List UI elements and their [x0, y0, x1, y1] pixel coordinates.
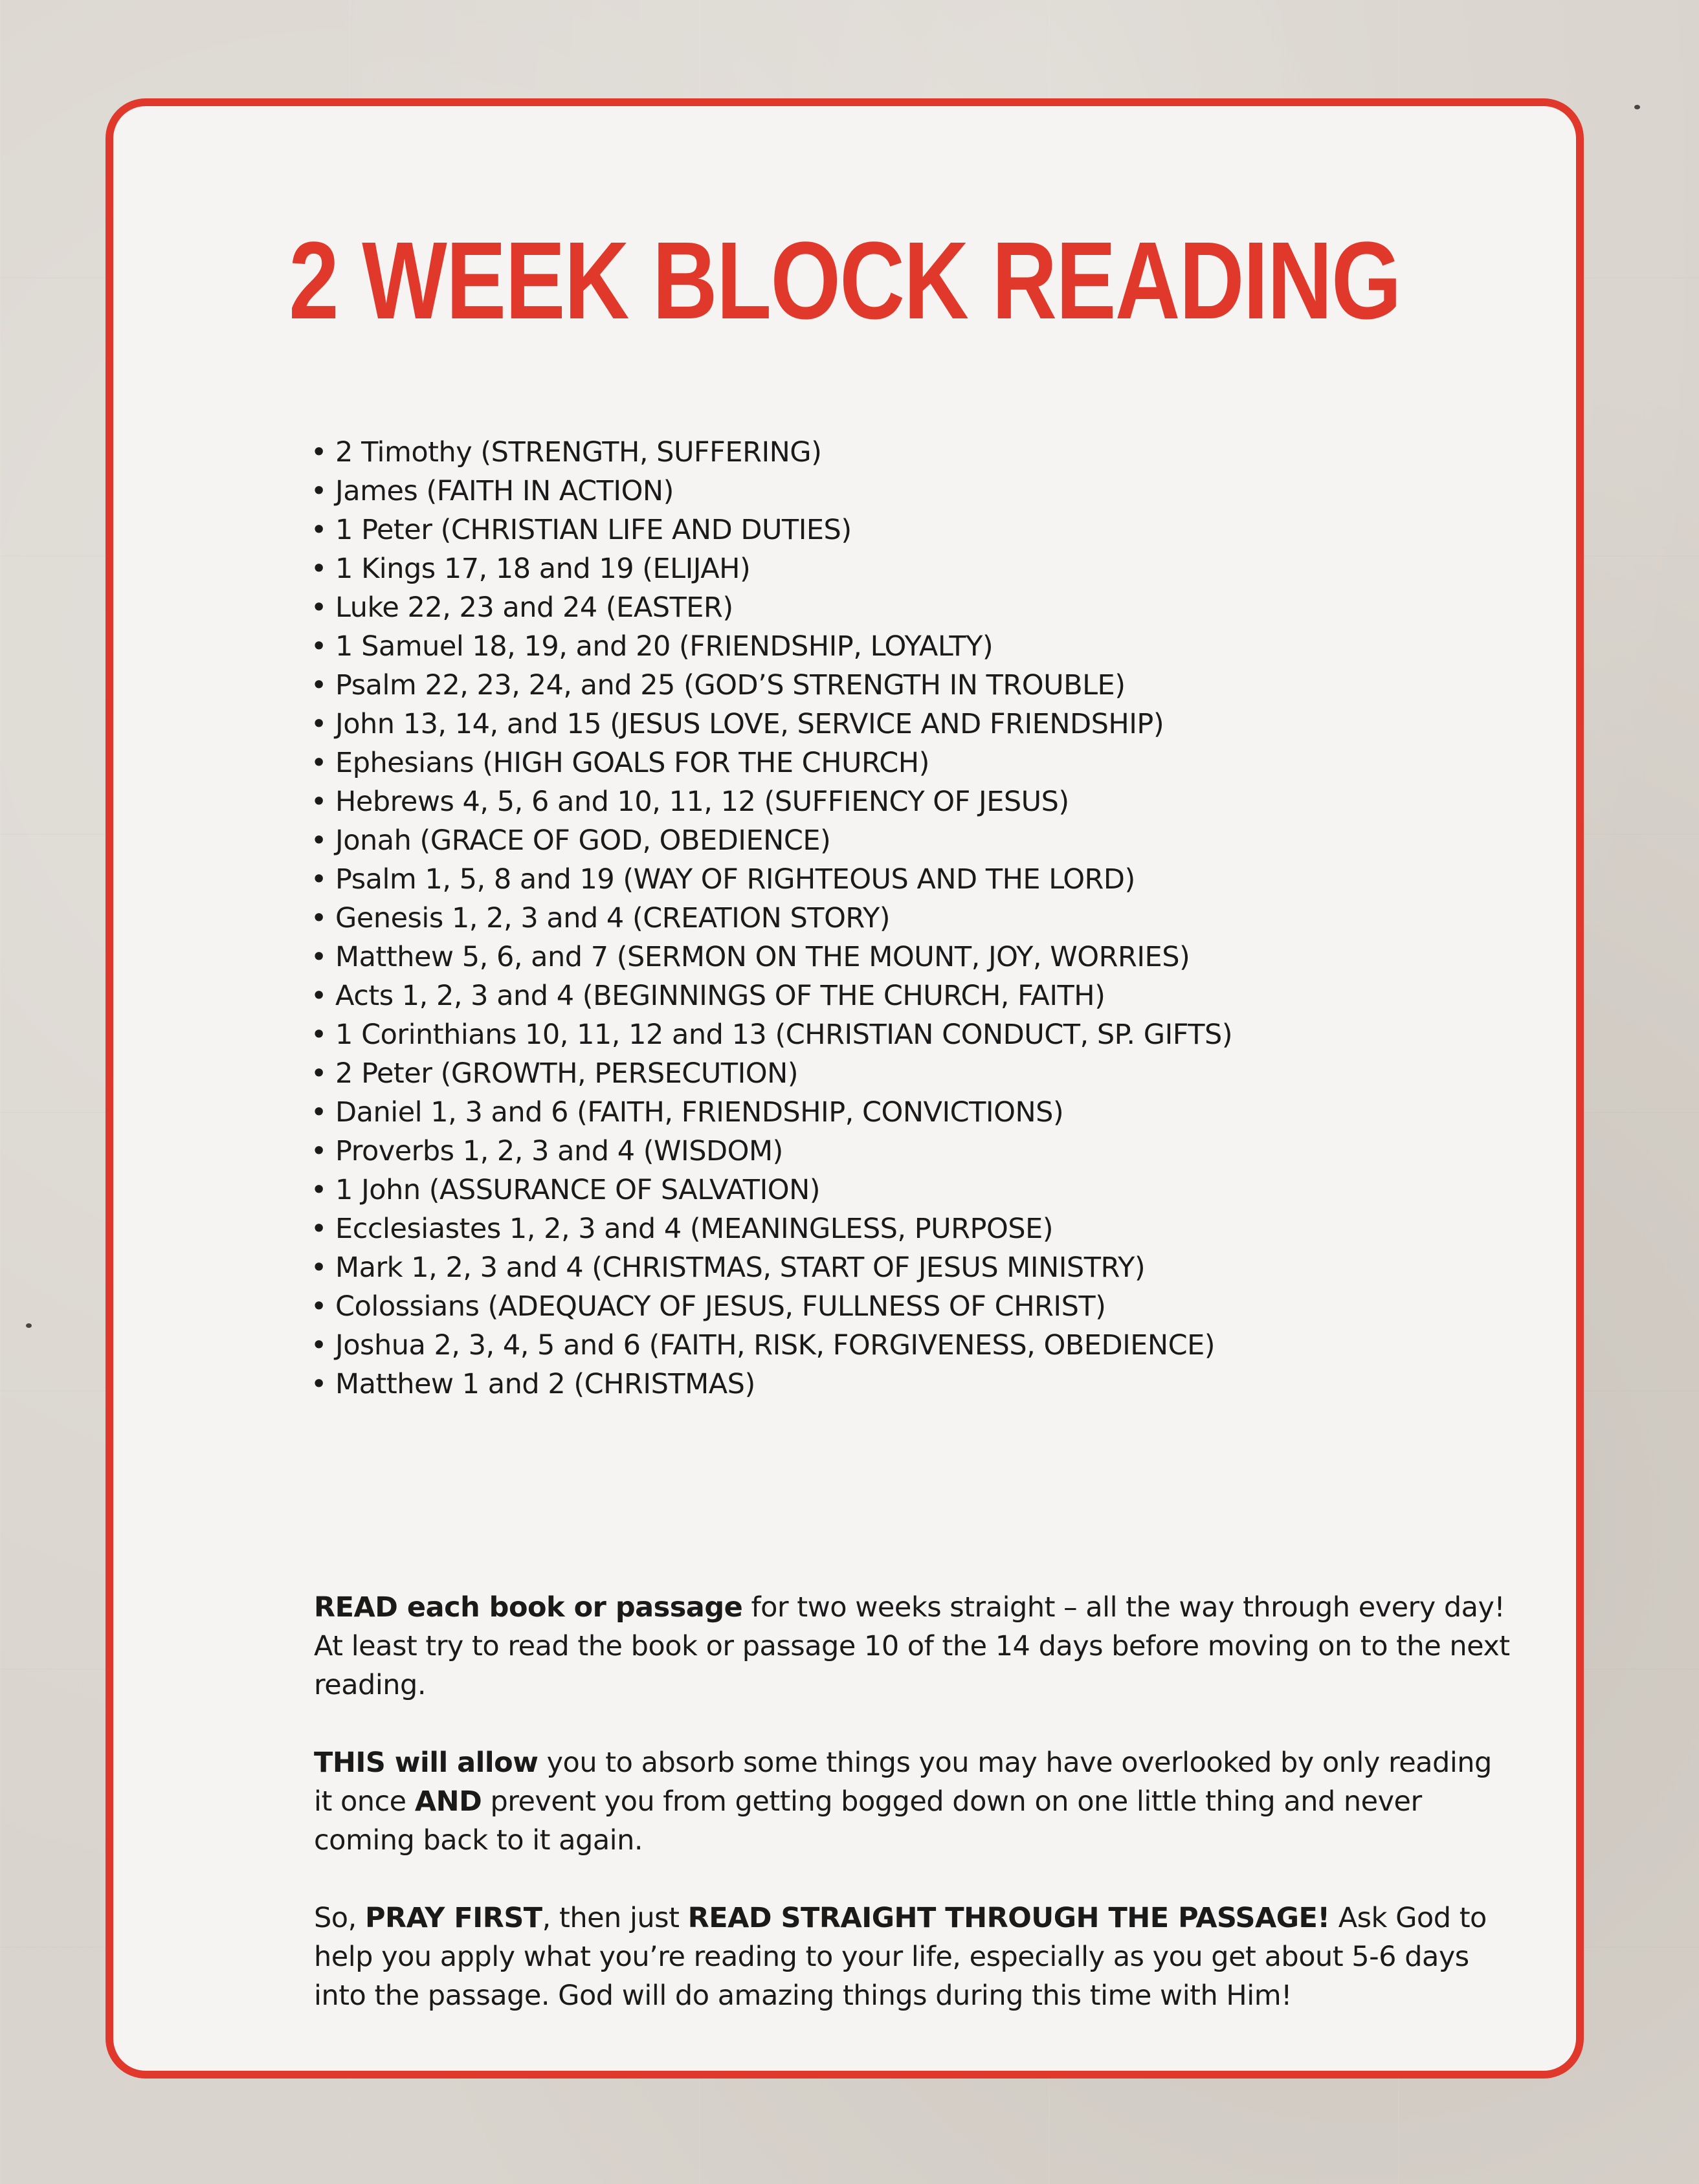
list-item: • Matthew 1 and 2 (CHRISTMAS): [311, 1365, 1232, 1404]
list-item: • Hebrews 4, 5, 6 and 10, 11, 12 (SUFFIENCY OF JESUS): [311, 782, 1232, 821]
list-item: • Jonah (GRACE OF GOD, OBEDIENCE): [311, 821, 1232, 860]
list-item: • 1 Kings 17, 18 and 19 (ELIJAH): [311, 549, 1232, 588]
this-bold-lead: THIS will allow: [314, 1747, 539, 1779]
reading-plan-card: [105, 98, 1584, 2079]
this-text-2: prevent you from getting bogged down on one little thing and never coming back to it again.: [314, 1785, 1422, 1857]
this-paragraph: [314, 1743, 1518, 1860]
pray-text-then: , then just: [542, 1902, 688, 1934]
list-item: • 1 Samuel 18, 19, and 20 (FRIENDSHIP, LOYALTY): [311, 627, 1232, 666]
list-item: • Matthew 5, 6, and 7 (SERMON ON THE MOUNT, JOY, WORRIES): [311, 938, 1232, 976]
this-text-1: you to absorb some things you may have overlooked by only reading it once: [314, 1747, 1492, 1818]
list-item: • 2 Timothy (STRENGTH, SUFFERING): [311, 433, 1232, 472]
list-item: • 1 John (ASSURANCE OF SALVATION): [311, 1171, 1232, 1209]
read-bold-lead: READ each book or passage: [314, 1591, 743, 1624]
pray-bold-read: READ STRAIGHT THROUGH THE PASSAGE!: [687, 1902, 1330, 1934]
pray-text-so: So,: [314, 1902, 365, 1934]
paper-speck: [1634, 105, 1640, 109]
read-text: for two weeks straight – all the way through every day! At least try to read the book or passage 10 of the 14 days before moving on to the next reading.: [314, 1591, 1510, 1701]
list-item: • Luke 22, 23 and 24 (EASTER): [311, 588, 1232, 627]
this-bold-and: AND: [414, 1785, 482, 1818]
list-item: • 1 Corinthians 10, 11, 12 and 13 (CHRISTIAN CONDUCT, SP. GIFTS): [311, 1015, 1232, 1054]
paper-speck: [26, 1323, 32, 1328]
list-item: • 1 Peter (CHRISTIAN LIFE AND DUTIES): [311, 511, 1232, 549]
list-item: • Mark 1, 2, 3 and 4 (CHRISTMAS, START OF JESUS MINISTRY): [311, 1248, 1232, 1287]
pray-text-end: Ask God to help you apply what you’re reading to your life, especially as you get about 5-6 days into the passage. God will do amazing things during this time with Him!: [314, 1902, 1487, 2012]
list-item: • John 13, 14, and 15 (JESUS LOVE, SERVICE AND FRIENDSHIP): [311, 705, 1232, 744]
list-item: • Joshua 2, 3, 4, 5 and 6 (FAITH, RISK, FORGIVENESS, OBEDIENCE): [311, 1326, 1232, 1365]
list-item: • James (FAITH IN ACTION): [311, 472, 1232, 511]
list-item: • 2 Peter (GROWTH, PERSECUTION): [311, 1054, 1232, 1093]
list-item: • Ephesians (HIGH GOALS FOR THE CHURCH): [311, 744, 1232, 782]
page-title: 2 WEEK BLOCK READING: [289, 219, 1401, 342]
list-item: • Psalm 1, 5, 8 and 19 (WAY OF RIGHTEOUS AND THE LORD): [311, 860, 1232, 899]
pray-paragraph: [314, 1899, 1518, 2015]
list-item: • Daniel 1, 3 and 6 (FAITH, FRIENDSHIP, CONVICTIONS): [311, 1093, 1232, 1132]
list-item: • Acts 1, 2, 3 and 4 (BEGINNINGS OF THE CHURCH, FAITH): [311, 976, 1232, 1015]
list-item: • Psalm 22, 23, 24, and 25 (GOD’S STRENGTH IN TROUBLE): [311, 666, 1232, 705]
list-item: • Colossians (ADEQUACY OF JESUS, FULLNESS OF CHRIST): [311, 1287, 1232, 1326]
read-paragraph: [314, 1588, 1518, 1704]
instructions: [314, 1588, 1518, 2054]
list-item: • Genesis 1, 2, 3 and 4 (CREATION STORY): [311, 899, 1232, 938]
pray-bold-first: PRAY FIRST: [364, 1902, 542, 1934]
list-item: • Ecclesiastes 1, 2, 3 and 4 (MEANINGLESS, PURPOSE): [311, 1209, 1232, 1248]
list-item: • Proverbs 1, 2, 3 and 4 (WISDOM): [311, 1132, 1232, 1171]
reading-list: [311, 433, 1232, 1404]
